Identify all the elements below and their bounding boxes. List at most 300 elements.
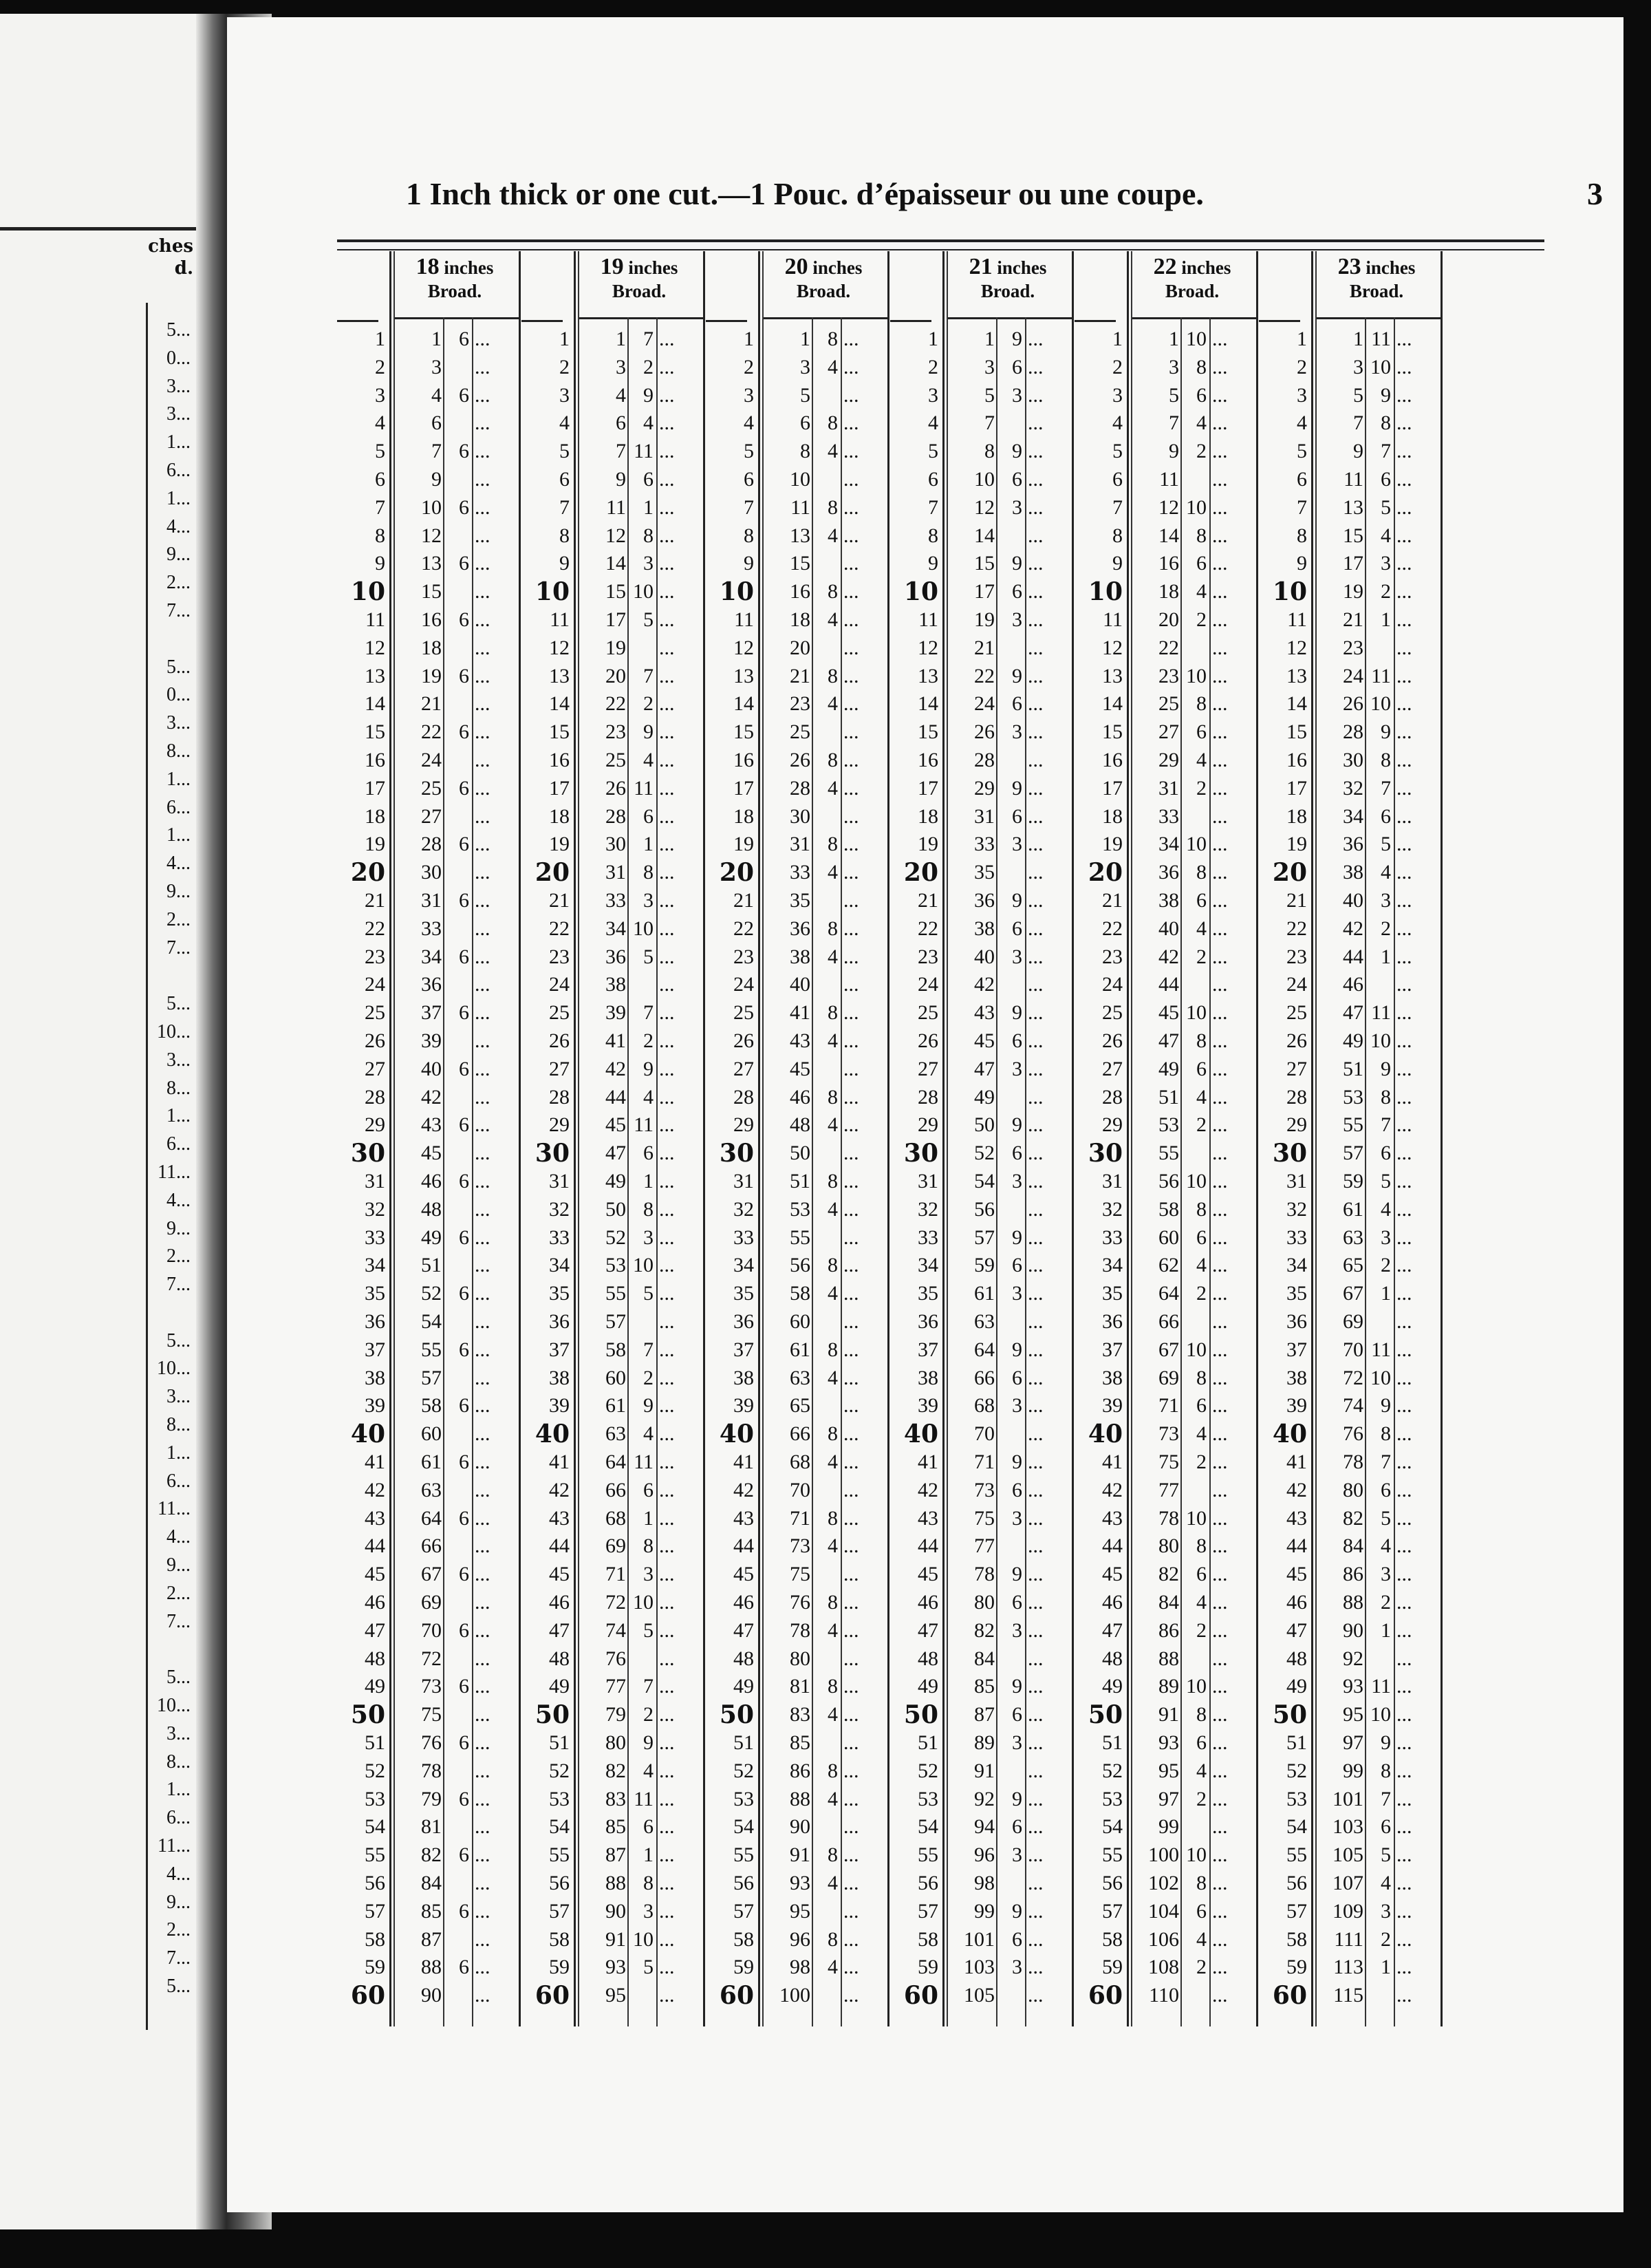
length-index-cell: 18 <box>733 804 754 828</box>
leader-dots: ... <box>1028 1815 1044 1839</box>
feet-value: 6 <box>800 411 810 435</box>
leader-dots: ... <box>1396 383 1412 407</box>
feet-value: 71 <box>790 1506 810 1530</box>
length-index-cell: 18 <box>1286 804 1307 828</box>
leader-dots: ... <box>475 1675 490 1698</box>
feet-value: 71 <box>1158 1394 1179 1418</box>
inches-value: 8 <box>828 1422 838 1446</box>
length-index-cell: 58 <box>1102 1927 1123 1951</box>
inches-value: 4 <box>1196 411 1207 435</box>
length-index-cell: 18 <box>365 804 385 828</box>
length-index-cell: 9 <box>744 552 754 575</box>
inches-value: 1 <box>1381 1956 1391 1979</box>
leader-dots: ... <box>659 1254 675 1277</box>
feet-value: 73 <box>1158 1422 1179 1446</box>
inches-value: 9 <box>1012 664 1022 687</box>
inches-value: 4 <box>828 945 838 968</box>
leader-dots: ... <box>1212 1703 1228 1726</box>
inches-value: 6 <box>1196 1731 1207 1754</box>
previous-page-cell: 4... <box>166 853 191 875</box>
feet-value: 18 <box>790 608 810 631</box>
length-index-cell: 22 <box>365 917 385 940</box>
feet-value: 30 <box>421 861 442 884</box>
length-index-cell: 3 <box>559 383 570 407</box>
length-index-cell: 38 <box>365 1366 385 1389</box>
feet-value: 85 <box>974 1675 995 1698</box>
feet-value: 47 <box>974 1057 995 1080</box>
length-index-cell: 23 <box>1286 945 1307 968</box>
leader-dots: ... <box>1028 1282 1044 1305</box>
leader-dots: ... <box>475 355 490 378</box>
inches-value: 10 <box>1186 1338 1207 1361</box>
feet-value: 28 <box>974 749 995 771</box>
feet-value: 70 <box>790 1478 810 1501</box>
feet-value: 20 <box>790 636 810 659</box>
feet-value: 33 <box>974 833 995 856</box>
length-index-cell: 46 <box>549 1591 570 1614</box>
length-index-cell: 60 <box>903 1981 938 2011</box>
inches-value: 7 <box>1381 440 1391 463</box>
leader-dots: ... <box>475 917 490 940</box>
leader-dots: ... <box>1028 692 1044 716</box>
inches-value <box>997 1645 1022 1673</box>
previous-page-cell: 7... <box>166 1610 191 1632</box>
inches-value: 8 <box>828 1843 838 1867</box>
inches-value: 2 <box>1196 776 1207 800</box>
feet-value: 58 <box>605 1338 626 1361</box>
length-index-cell: 29 <box>549 1113 570 1137</box>
inches-value: 11 <box>634 1113 654 1137</box>
broad-label: Broad. <box>796 281 851 301</box>
leader-dots: ... <box>475 1591 490 1614</box>
leader-dots: ... <box>843 776 859 800</box>
length-index-cell: 18 <box>549 804 570 828</box>
inches-value <box>444 747 469 775</box>
length-index-cell: 50 <box>903 1700 938 1730</box>
inches-value: 3 <box>1012 1506 1022 1530</box>
leader-dots: ... <box>1396 1759 1412 1782</box>
index-head-rule <box>521 320 563 322</box>
inches-value: 7 <box>1381 1113 1391 1137</box>
inches-value: 1 <box>643 1170 654 1192</box>
length-index-cell: 16 <box>918 749 938 771</box>
length-index-cell: 9 <box>1297 552 1307 575</box>
inches-value: 4 <box>828 1618 838 1642</box>
leader-dots: ... <box>1028 1366 1044 1389</box>
inches-value: 6 <box>459 833 469 856</box>
leader-dots: ... <box>659 1787 675 1810</box>
inches-value <box>997 1196 1022 1224</box>
feet-value: 78 <box>1343 1451 1363 1473</box>
leader-dots: ... <box>1396 1001 1412 1025</box>
inches-value <box>1366 971 1391 999</box>
length-index-cell: 31 <box>1102 1170 1123 1192</box>
feet-value: 82 <box>421 1843 442 1867</box>
feet-value: 82 <box>1158 1563 1179 1586</box>
feet-value: 4 <box>431 383 442 407</box>
length-index-cell: 35 <box>733 1282 754 1305</box>
leader-dots: ... <box>475 1563 490 1586</box>
leader-dots: ... <box>659 1057 675 1080</box>
leader-dots: ... <box>475 636 490 659</box>
leader-dots: ... <box>1212 1085 1228 1109</box>
leader-dots: ... <box>843 608 859 631</box>
inches-value <box>997 1982 1022 2010</box>
inches-value: 4 <box>643 749 654 771</box>
feet-value: 79 <box>605 1703 626 1726</box>
inches-value: 10 <box>1186 1001 1207 1025</box>
feet-value: 3 <box>1353 355 1363 378</box>
inches-value: 8 <box>828 411 838 435</box>
leader-dots: ... <box>1028 1787 1044 1810</box>
inches-value: 9 <box>1012 889 1022 912</box>
feet-value: 67 <box>1158 1338 1179 1361</box>
feet-value: 32 <box>1343 776 1363 800</box>
length-index-cell: 52 <box>365 1759 385 1782</box>
length-index-cell: 39 <box>1286 1394 1307 1418</box>
inches-value: 6 <box>643 1478 654 1501</box>
previous-page-cell: 4... <box>166 1189 191 1211</box>
length-index-cell: 16 <box>549 749 570 771</box>
inches-value: 3 <box>643 1563 654 1586</box>
leader-dots: ... <box>1212 1366 1228 1389</box>
leader-dots: ... <box>1396 1731 1412 1754</box>
length-index-cell: 10 <box>1088 577 1123 607</box>
inches-value: 9 <box>1012 440 1022 463</box>
inches-value: 3 <box>643 1899 654 1923</box>
inches-value: 7 <box>643 664 654 687</box>
inches-value: 11 <box>1371 1001 1391 1025</box>
length-index-cell: 22 <box>1102 917 1123 940</box>
inches-value: 7 <box>1381 776 1391 800</box>
inches-value: 4 <box>1381 524 1391 547</box>
broad-label: Broad. <box>980 281 1035 301</box>
inches-value <box>1366 1982 1391 2010</box>
inches-value: 8 <box>643 1872 654 1894</box>
inches-value: 4 <box>1196 1254 1207 1277</box>
length-index-cell: 13 <box>918 664 938 687</box>
inches-value: 3 <box>1381 889 1391 912</box>
inches-value: 4 <box>828 524 838 547</box>
length-index-cell: 40 <box>903 1420 938 1449</box>
leader-dots: ... <box>659 749 675 771</box>
feet-value: 21 <box>1343 608 1363 631</box>
inches-value: 11 <box>1371 664 1391 687</box>
length-index-cell: 44 <box>1286 1534 1307 1558</box>
leader-dots: ... <box>1396 1226 1412 1249</box>
feet-value: 70 <box>1343 1338 1363 1361</box>
leader-dots: ... <box>659 1422 675 1446</box>
feet-value: 92 <box>1343 1647 1363 1670</box>
inches-value: 10 <box>1186 328 1207 350</box>
inches-value <box>813 803 838 831</box>
length-index-cell: 48 <box>365 1647 385 1670</box>
feet-value: 70 <box>421 1618 442 1642</box>
feet-value: 83 <box>790 1703 810 1726</box>
leader-dots: ... <box>843 664 859 687</box>
feet-value: 28 <box>421 833 442 856</box>
leader-dots: ... <box>659 1899 675 1923</box>
feet-value: 94 <box>974 1815 995 1839</box>
previous-page-cell: 11... <box>158 1161 191 1183</box>
feet-value: 16 <box>790 580 810 603</box>
leader-dots: ... <box>475 1787 490 1810</box>
length-index-cell: 58 <box>549 1927 570 1951</box>
inches-value: 2 <box>1196 1787 1207 1810</box>
length-index-cell: 26 <box>1102 1029 1123 1052</box>
feet-value: 7 <box>616 440 626 463</box>
leader-dots: ... <box>1396 1478 1412 1501</box>
length-index-cell: 59 <box>365 1956 385 1979</box>
length-index-cell: 57 <box>1286 1899 1307 1923</box>
leader-dots: ... <box>843 945 859 968</box>
length-index-cell: 5 <box>559 440 570 463</box>
inches-value: 6 <box>459 1899 469 1923</box>
inches-value <box>1366 1308 1391 1336</box>
inches-value: 4 <box>828 1534 838 1558</box>
inches-value: 6 <box>459 1057 469 1080</box>
feet-value: 99 <box>974 1899 995 1923</box>
leader-dots: ... <box>1396 1506 1412 1530</box>
feet-value: 72 <box>1343 1366 1363 1389</box>
page-number: 3 <box>1587 176 1603 211</box>
length-index-cell: 48 <box>733 1647 754 1670</box>
feet-value: 44 <box>1343 945 1363 968</box>
feet-value: 53 <box>1343 1085 1363 1109</box>
leader-dots: ... <box>1212 411 1228 435</box>
leader-dots: ... <box>843 1310 859 1333</box>
feet-value: 89 <box>974 1731 995 1754</box>
leader-dots: ... <box>1028 973 1044 996</box>
feet-value: 93 <box>1343 1675 1363 1698</box>
length-index-cell: 14 <box>1286 692 1307 716</box>
length-index-cell: 17 <box>549 776 570 800</box>
leader-dots: ... <box>1028 1956 1044 1979</box>
inches-value: 6 <box>1012 1703 1022 1726</box>
length-index-cell: 30 <box>1272 1139 1307 1168</box>
length-index-cell: 49 <box>1102 1675 1123 1698</box>
feet-value: 33 <box>421 917 442 940</box>
inches-value <box>444 1308 469 1336</box>
inches-value: 8 <box>1196 1029 1207 1052</box>
previous-page-cell: 2... <box>166 572 191 594</box>
leader-dots: ... <box>659 1815 675 1839</box>
inches-value <box>813 1645 838 1673</box>
leader-dots: ... <box>659 804 675 828</box>
leader-dots: ... <box>1396 692 1412 716</box>
feet-value: 3 <box>800 355 810 378</box>
feet-value: 75 <box>974 1506 995 1530</box>
leader-dots: ... <box>1212 1731 1228 1754</box>
length-index-cell: 46 <box>1286 1591 1307 1614</box>
previous-page-cell <box>108 625 191 654</box>
feet-value: 100 <box>1148 1843 1179 1867</box>
feet-value: 69 <box>1158 1366 1179 1389</box>
inches-value <box>1366 634 1391 663</box>
inches-value <box>813 634 838 663</box>
leader-dots: ... <box>1212 1001 1228 1025</box>
feet-value: 93 <box>1158 1731 1179 1754</box>
inches-value <box>997 1084 1022 1112</box>
inches-value: 3 <box>643 1226 654 1249</box>
leader-dots: ... <box>475 328 490 350</box>
leader-dots: ... <box>1028 720 1044 744</box>
inches-value: 9 <box>643 1057 654 1080</box>
leader-dots: ... <box>1212 1197 1228 1221</box>
leader-dots: ... <box>659 355 675 378</box>
leader-dots: ... <box>843 1170 859 1192</box>
length-index-cell: 20 <box>903 858 938 888</box>
leader-dots: ... <box>1028 524 1044 547</box>
leader-dots: ... <box>1028 495 1044 519</box>
feet-value: 98 <box>974 1872 995 1894</box>
leader-dots: ... <box>1212 608 1228 631</box>
feet-value: 5 <box>1169 383 1179 407</box>
feet-value: 110 <box>1149 1984 1179 2007</box>
leader-dots: ... <box>1212 804 1228 828</box>
inches-value: 3 <box>643 889 654 912</box>
inches-value: 5 <box>643 945 654 968</box>
length-index-cell: 34 <box>733 1254 754 1277</box>
inches-value: 10 <box>633 1927 654 1951</box>
inches-value: 9 <box>1012 1451 1022 1473</box>
previous-page-cell: 3... <box>166 712 191 734</box>
length-index-cell: 58 <box>918 1927 938 1951</box>
leader-dots: ... <box>1396 720 1412 744</box>
inches-value <box>997 634 1022 663</box>
inches-value: 7 <box>643 1001 654 1025</box>
length-index-cell: 46 <box>733 1591 754 1614</box>
feet-value: 5 <box>1353 383 1363 407</box>
length-index-cell: 4 <box>744 411 754 435</box>
feet-value: 18 <box>421 636 442 659</box>
inches-value: 5 <box>643 1282 654 1305</box>
column-rule <box>762 251 764 2026</box>
feet-value: 46 <box>790 1085 810 1109</box>
leader-dots: ... <box>1028 1197 1044 1221</box>
inches-value: 1 <box>643 1506 654 1530</box>
feet-value: 20 <box>1158 608 1179 631</box>
length-index-cell: 51 <box>1102 1731 1123 1754</box>
inches-value: 8 <box>828 1675 838 1698</box>
leader-dots: ... <box>475 1422 490 1446</box>
leader-dots: ... <box>843 1029 859 1052</box>
feet-value: 34 <box>421 945 442 968</box>
inches-value <box>813 466 838 494</box>
feet-value: 54 <box>421 1310 442 1333</box>
feet-value: 11 <box>1344 468 1363 491</box>
feet-value: 103 <box>964 1956 995 1979</box>
feet-value: 45 <box>790 1057 810 1080</box>
leader-dots: ... <box>1396 524 1412 547</box>
feet-value: 76 <box>421 1731 442 1754</box>
length-index-cell: 8 <box>1297 524 1307 547</box>
inches-value <box>813 1140 838 1168</box>
feet-value: 15 <box>790 552 810 575</box>
inches-value: 2 <box>643 1703 654 1726</box>
feet-value: 24 <box>1343 664 1363 687</box>
length-index-cell: 47 <box>1286 1618 1307 1642</box>
length-index-cell: 60 <box>350 1981 385 2011</box>
leader-dots: ... <box>1396 1029 1412 1052</box>
feet-value: 64 <box>1158 1282 1179 1305</box>
leader-dots: ... <box>1028 1422 1044 1446</box>
leader-dots: ... <box>1212 1872 1228 1894</box>
length-index-cell: 45 <box>1286 1563 1307 1586</box>
leader-dots: ... <box>1212 889 1228 912</box>
leader-dots: ... <box>1028 945 1044 968</box>
previous-page-cell: 6... <box>166 1133 191 1155</box>
inches-value: 6 <box>1196 1899 1207 1923</box>
leader-dots: ... <box>843 1563 859 1586</box>
length-index-cell: 5 <box>1297 440 1307 463</box>
inches-value <box>629 1982 654 2010</box>
length-index-cell: 43 <box>1286 1506 1307 1530</box>
leader-dots: ... <box>1396 889 1412 912</box>
length-index-cell: 52 <box>549 1759 570 1782</box>
length-index-cell: 4 <box>375 411 385 435</box>
length-index-cell: 11 <box>918 608 938 631</box>
leader-dots: ... <box>1212 833 1228 856</box>
length-index-cell: 7 <box>375 495 385 519</box>
length-index-cell: 42 <box>549 1478 570 1501</box>
feet-value: 63 <box>605 1422 626 1446</box>
leader-dots: ... <box>1396 495 1412 519</box>
feet-value: 1 <box>800 328 810 350</box>
feet-value: 25 <box>1158 692 1179 716</box>
inches-value: 6 <box>459 1563 469 1586</box>
previous-page-cell: 5... <box>166 993 191 1015</box>
length-index-cell: 30 <box>903 1139 938 1168</box>
leader-dots: ... <box>843 1787 859 1810</box>
feet-value: 55 <box>1343 1113 1363 1137</box>
feet-value: 7 <box>1353 411 1363 435</box>
feet-value: 95 <box>1343 1703 1363 1726</box>
length-index-cell: 35 <box>549 1282 570 1305</box>
length-index-cell: 54 <box>365 1815 385 1839</box>
feet-value: 26 <box>605 776 626 800</box>
leader-dots: ... <box>843 1366 859 1389</box>
feet-value: 78 <box>1158 1506 1179 1530</box>
length-index-cell: 59 <box>733 1956 754 1979</box>
leader-dots: ... <box>659 1394 675 1418</box>
length-index-cell: 1 <box>1112 328 1123 350</box>
feet-value: 53 <box>605 1254 626 1277</box>
length-index-cell: 47 <box>365 1618 385 1642</box>
length-index-cell: 12 <box>918 636 938 659</box>
length-index-cell: 50 <box>719 1700 754 1730</box>
feet-value: 51 <box>421 1254 442 1277</box>
inches-value <box>444 1589 469 1617</box>
length-index-cell: 25 <box>549 1001 570 1025</box>
feet-value: 84 <box>1158 1591 1179 1614</box>
inches-value: 11 <box>1371 328 1391 350</box>
width-unit: inches <box>628 257 678 278</box>
header-rule <box>0 227 196 231</box>
leader-dots: ... <box>1212 1927 1228 1951</box>
inches-value <box>813 1392 838 1420</box>
previous-page-cell: 4... <box>166 515 191 537</box>
column-rule <box>1315 251 1317 2026</box>
leader-dots: ... <box>1212 355 1228 378</box>
feet-value: 66 <box>790 1422 810 1446</box>
length-index-cell: 26 <box>549 1029 570 1052</box>
length-index-cell: 60 <box>719 1981 754 2011</box>
feet-value: 90 <box>605 1899 626 1923</box>
feet-value: 66 <box>421 1534 442 1558</box>
leader-dots: ... <box>1212 495 1228 519</box>
feet-value: 91 <box>790 1843 810 1867</box>
